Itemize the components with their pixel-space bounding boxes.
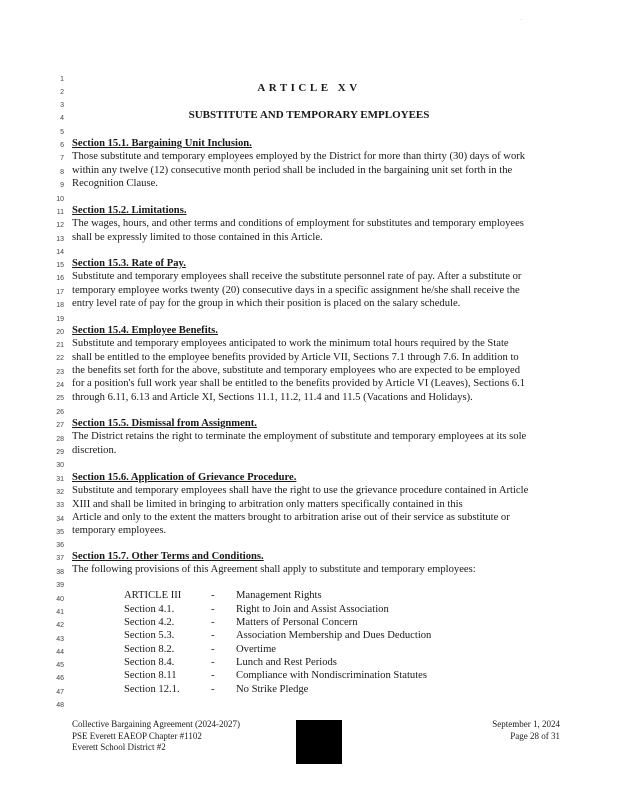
line-number: 44 (56, 649, 64, 656)
section-text-line: The following provisions of this Agreement shall apply to substitute and temporary employees: (72, 564, 476, 576)
line-number: 23 (56, 369, 64, 376)
line-number: 46 (56, 675, 64, 682)
line-number: 28 (56, 436, 64, 443)
section-text-line: temporary employees. (72, 525, 167, 537)
line-number: 41 (56, 609, 64, 616)
line-number: 42 (56, 622, 64, 629)
line-number: 47 (56, 689, 64, 696)
section-text-line: for a position's full work year shall be entitled to the benefits provided by Article VI (Leaves), Sections 6.1 (72, 378, 526, 390)
provision-ref: Section 4.2. (124, 617, 175, 628)
provision-title: Association Membership and Dues Deduction (236, 630, 432, 641)
section-text-line: XIII and shall be limited in bringing to arbitration only matters specifically contained in this (72, 498, 463, 510)
provision-title: Matters of Personal Concern (236, 617, 358, 628)
line-number: 19 (56, 316, 64, 323)
section-heading: Section 15.2. Limitations. (72, 205, 187, 216)
footer-page-number: Page 28 of 31 (510, 730, 560, 741)
line-number: 38 (56, 569, 64, 576)
section-text-line: The wages, hours, and other terms and conditions of employment for substitutes and temporary employees (72, 218, 524, 230)
provision-ref: Section 8.2. (124, 644, 175, 655)
line-number: 29 (56, 449, 64, 456)
section-text-line: Substitute and temporary employees anticipated to work the minimum total hours required by the State (72, 338, 509, 350)
provision-ref: Section 5.3. (124, 630, 175, 641)
provision-title: No Strike Pledge (236, 684, 309, 695)
section-text-line: shall be entitled to the employee benefits provided by Article VII, Sections 7.1 through 7.6. In addition to (72, 351, 519, 363)
section-heading: Section 15.6. Application of Grievance Procedure. (72, 472, 297, 483)
line-number: 17 (56, 289, 64, 296)
section-text-line: Substitute and temporary employees shall receive the substitute personnel rate of pay. After a substitute or (72, 271, 522, 283)
line-number: 11 (56, 209, 64, 216)
section-text-line: discretion. (72, 444, 117, 456)
line-number: 27 (56, 422, 64, 429)
provision-ref: Section 4.1. (124, 604, 175, 615)
footer-agreement: Collective Bargaining Agreement (2024-2027) (72, 719, 241, 729)
provision-dash: - (211, 670, 215, 681)
line-number: 43 (56, 636, 64, 643)
corner-mark: . (520, 16, 522, 22)
article-subtitle: SUBSTITUTE AND TEMPORARY EMPLOYEES (188, 109, 430, 121)
line-number: 24 (56, 382, 64, 389)
line-number: 30 (56, 462, 64, 469)
section-text-line: the benefits set forth for the above, substitute and temporary employees who are expected to be employed (72, 364, 521, 376)
footer-left (72, 719, 240, 754)
line-number: 7 (60, 155, 64, 162)
section-heading: Section 15.5. Dismissal from Assignment. (72, 418, 257, 429)
section-heading: Section 15.7. Other Terms and Conditions. (72, 551, 264, 562)
provision-title: Management Rights (236, 590, 322, 601)
provision-ref: Section 12.1. (124, 684, 180, 695)
provision-dash: - (211, 617, 215, 628)
line-number: 15 (56, 262, 64, 269)
provision-ref: Section 8.4. (124, 657, 175, 668)
line-number: 39 (56, 582, 64, 589)
line-number: 31 (56, 476, 64, 483)
section-text-line: Those substitute and temporary employees employed by the District for more than thirty (30) days of work (72, 151, 526, 163)
section-text-line: shall be expressly limited to those contained in this Article. (72, 231, 323, 243)
provision-ref: ARTICLE III (124, 590, 182, 601)
line-number: 18 (56, 302, 64, 309)
line-number: 35 (56, 529, 64, 536)
provision-dash: - (211, 644, 215, 655)
line-number: 12 (56, 222, 64, 229)
line-number: 45 (56, 662, 64, 669)
line-number: 4 (60, 115, 64, 122)
line-number: 34 (56, 516, 64, 523)
provision-title: Right to Join and Assist Association (236, 604, 389, 615)
section-text-line: Substitute and temporary employees shall have the right to use the grievance procedure contained in Article (72, 485, 529, 497)
line-number: 37 (56, 555, 64, 562)
line-number: 21 (56, 342, 64, 349)
section-text-line: Recognition Clause. (72, 177, 158, 189)
provision-title: Compliance with Nondiscrimination Statutes (236, 670, 427, 681)
footer-chapter: PSE Everett EAEOP Chapter #1102 (72, 730, 202, 741)
line-number: 25 (56, 395, 64, 402)
provision-title: Lunch and Rest Periods (236, 657, 337, 668)
logo-block (296, 720, 342, 764)
line-number: 36 (56, 542, 64, 549)
line-number: 32 (56, 489, 64, 496)
provision-dash: - (211, 590, 215, 601)
provision-dash: - (211, 604, 215, 615)
line-number: 22 (56, 355, 64, 362)
line-number: 10 (56, 196, 64, 203)
section-text-line: entry level rate of pay for the group in which their position is placed on the salary schedule. (72, 297, 461, 309)
line-number: 1 (60, 76, 64, 83)
provision-dash: - (211, 630, 215, 641)
line-number: 8 (60, 169, 64, 176)
section-text-line: The District retains the right to terminate the employment of substitute and temporary employees at its sole (72, 431, 527, 443)
footer-right (492, 719, 560, 742)
provision-title: Overtime (236, 644, 277, 655)
line-number: 33 (56, 502, 64, 509)
section-heading: Section 15.4. Employee Benefits. (72, 325, 218, 336)
provision-dash: - (211, 657, 215, 668)
article-title: ARTICLE XV (257, 82, 361, 94)
line-number: 6 (60, 142, 64, 149)
line-number: 13 (56, 236, 64, 243)
line-number: 48 (56, 702, 64, 709)
line-number: 9 (60, 182, 64, 189)
line-number: 2 (60, 89, 64, 96)
provision-dash: - (211, 684, 215, 695)
line-number: 14 (56, 249, 64, 256)
footer-date: September 1, 2024 (492, 719, 560, 729)
line-number: 16 (56, 275, 64, 282)
section-text-line: temporary employee works twenty (20) consecutive days in a specific assignment he/she shall receive the (72, 284, 520, 296)
provision-ref: Section 8.11 (124, 670, 177, 681)
footer-district: Everett School District #2 (72, 742, 166, 752)
line-number: 40 (56, 596, 64, 603)
line-number: 20 (56, 329, 64, 336)
section-text-line: through 6.11, 6.13 and Article XI, Sections 11.1, 11.2, 11.4 and 11.5 (Vacations and Holidays). (72, 391, 473, 403)
section-heading: Section 15.3. Rate of Pay. (72, 258, 186, 269)
section-text-line: within any twelve (12) consecutive month period shall be included in the bargaining unit set forth in the (72, 164, 513, 176)
line-number: 26 (56, 409, 64, 416)
section-heading: Section 15.1. Bargaining Unit Inclusion. (72, 138, 252, 149)
line-number: 3 (60, 102, 64, 109)
line-number: 5 (60, 129, 64, 136)
section-text-line: Article and only to the extent the matters brought to arbitration arise out of their service as substitute or (72, 511, 510, 523)
